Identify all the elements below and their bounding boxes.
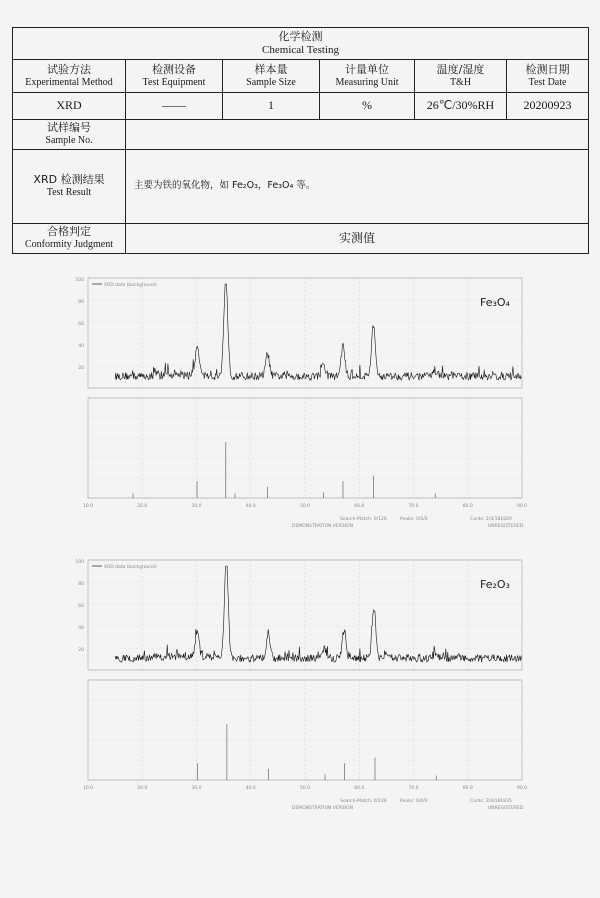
header-cell xyxy=(507,60,589,93)
table-title-cell xyxy=(13,28,589,60)
conformity-label xyxy=(13,224,126,254)
x-tick-label: 20.0 xyxy=(137,504,148,509)
x-tick-label: 90.0 xyxy=(516,504,528,509)
x-tick-label: 80.0 xyxy=(462,504,473,509)
footer-search-match: Search-Match: 0/126 xyxy=(340,517,387,522)
footer-unregistered: UNREGISTERED xyxy=(488,524,524,529)
y-tick-label: 80 xyxy=(78,300,84,305)
value-sample-size: 1 xyxy=(223,93,320,120)
phase-label: Fe₃O₄ xyxy=(480,296,510,309)
y-tick-label: 100 xyxy=(75,560,84,565)
footer-peaks: Peaks: 0/0/0 xyxy=(400,517,428,522)
x-tick-label: 30.0 xyxy=(191,504,202,509)
x-tick-label: 10.0 xyxy=(82,504,94,509)
xrd-result-zh: XRD 检测结果 xyxy=(33,173,105,187)
header-cell xyxy=(126,60,223,93)
footer-demo-version: DEMONSTRATION VERSION xyxy=(292,524,353,529)
y-tick-label: 20 xyxy=(78,648,84,653)
header-cell xyxy=(223,60,320,93)
y-tick-label: 60 xyxy=(78,322,84,327)
footer-unregistered: UNREGISTERED xyxy=(488,806,524,811)
footer-search-match: Search-Match: 0/126 xyxy=(340,799,387,804)
x-tick-label: 50.0 xyxy=(299,786,311,791)
conformity-zh: 合格判定 xyxy=(47,225,91,239)
y-tick-label: 80 xyxy=(78,582,84,587)
header-en: Test Date xyxy=(528,76,567,88)
x-tick-label: 20.0 xyxy=(137,786,148,791)
conformity-value: 实测值 xyxy=(126,224,589,254)
value-row xyxy=(13,93,589,120)
y-tick-label: 40 xyxy=(78,344,84,349)
footer-peaks: Peaks: 0/0/0 xyxy=(400,799,428,804)
header-zh: 温度/湿度 xyxy=(436,62,485,76)
value-unit: % xyxy=(320,93,415,120)
footer-cards: Cards: 2/4/181829 xyxy=(470,517,512,522)
x-tick-label: 40.0 xyxy=(245,504,256,509)
header-en: Measuring Unit xyxy=(335,76,399,88)
header-zh: 检测日期 xyxy=(525,62,570,76)
header-zh: 计量单位 xyxy=(345,62,389,76)
x-tick-label: 70.0 xyxy=(408,504,419,509)
phase-label: Fe₂O₃ xyxy=(480,578,510,591)
x-tick-label: 80.0 xyxy=(462,786,473,791)
header-cell xyxy=(320,60,415,93)
xrd-result-label xyxy=(13,150,126,224)
table-title-zh: 化学检测 xyxy=(278,29,323,43)
sample-no-value xyxy=(126,120,589,150)
xrd-result-value: 主要为铁的氧化物，如 Fe₂O₃，Fe₃O₄ 等。 xyxy=(126,150,589,224)
footer-cards: Cards: 2/4/181835 xyxy=(470,799,512,804)
x-tick-label: 60.0 xyxy=(354,504,365,509)
chemical-testing-table xyxy=(12,27,589,254)
header-en: T&H xyxy=(449,76,472,88)
legend-label: XRD data (background) xyxy=(104,565,157,570)
value-method: XRD xyxy=(13,93,126,120)
x-tick-label: 60.0 xyxy=(354,786,365,791)
y-tick-label: 60 xyxy=(78,604,84,609)
header-cell xyxy=(13,60,126,93)
header-en: Experimental Method xyxy=(25,76,113,88)
table-title-en: Chemical Testing xyxy=(262,43,339,56)
sample-no-zh: 试样编号 xyxy=(47,121,91,135)
y-tick-label: 100 xyxy=(75,278,84,283)
sample-no-label xyxy=(13,120,126,150)
header-en: Test Equipment xyxy=(142,76,206,88)
sample-no-en: Sample No. xyxy=(45,135,93,147)
header-cell xyxy=(415,60,507,93)
xrd-chart-svg xyxy=(60,270,540,560)
y-tick-label: 20 xyxy=(78,366,84,371)
x-tick-label: 50.0 xyxy=(299,504,311,509)
xrd-chart-fe3o4 xyxy=(60,270,540,560)
xrd-chart-svg xyxy=(60,552,540,842)
diffraction-pattern-line xyxy=(115,284,521,380)
footer-demo-version: DEMONSTRATION VERSION xyxy=(292,806,353,811)
value-th: 26℃/30%RH xyxy=(415,93,507,120)
value-date: 20200923 xyxy=(507,93,589,120)
x-tick-label: 30.0 xyxy=(191,786,202,791)
header-zh: 试验方法 xyxy=(47,62,91,76)
x-tick-label: 70.0 xyxy=(408,786,419,791)
xrd-result-en: Test Result xyxy=(46,187,92,199)
header-en: Sample Size xyxy=(246,76,296,88)
header-zh: 样本量 xyxy=(254,62,288,76)
x-tick-label: 90.0 xyxy=(516,786,528,791)
xrd-chart-fe2o3 xyxy=(60,552,540,842)
y-tick-label: 40 xyxy=(78,626,84,631)
diffraction-pattern-line xyxy=(115,566,521,662)
header-zh: 检测设备 xyxy=(152,62,196,76)
value-equipment: —— xyxy=(126,93,223,120)
header-row xyxy=(13,60,589,93)
legend-label: XRD data (background) xyxy=(104,283,157,288)
x-tick-label: 10.0 xyxy=(82,786,94,791)
conformity-en: Conformity Judgment xyxy=(24,239,114,251)
x-tick-label: 40.0 xyxy=(245,786,256,791)
